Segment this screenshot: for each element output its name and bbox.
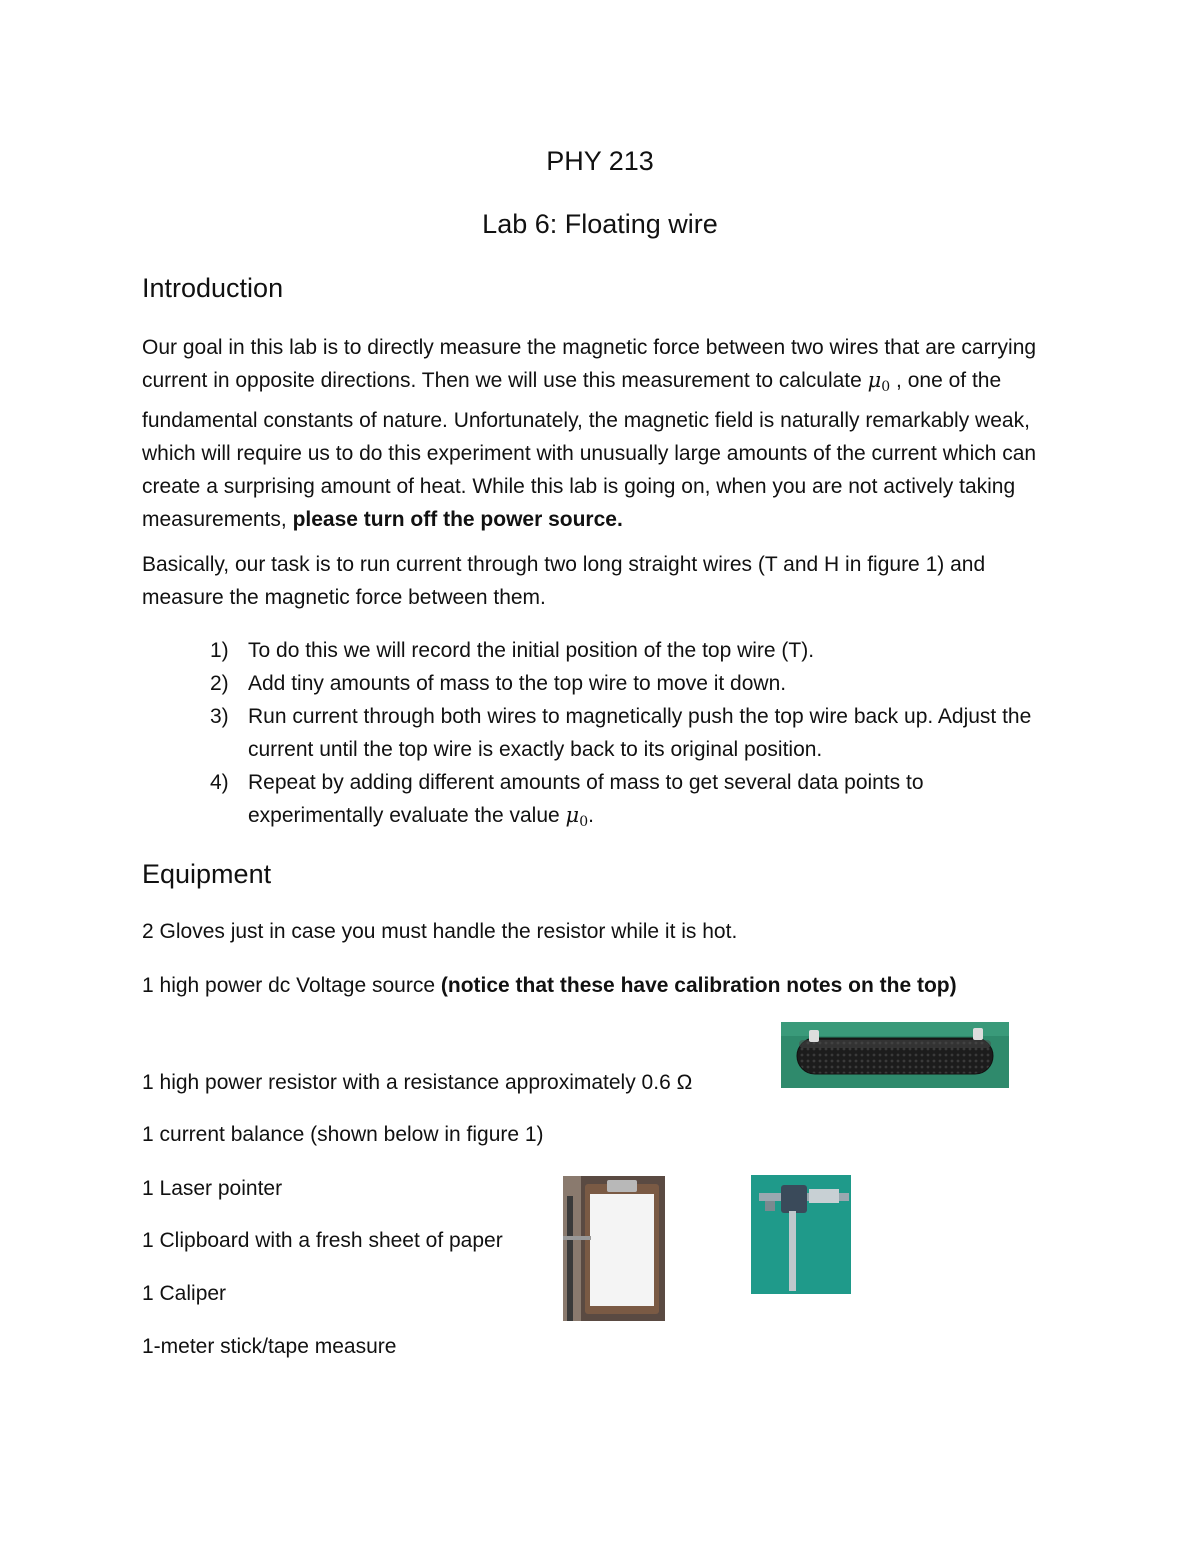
mu-letter: μ [867, 368, 882, 392]
equipment-heading: Equipment [142, 859, 272, 889]
course-title: PHY 213 [546, 146, 654, 176]
equipment-current-balance: 1 current balance (shown below in figure 1) [142, 1123, 544, 1146]
step-number: 4) [210, 771, 229, 794]
introduction-heading: Introduction [142, 273, 284, 303]
caliper-image [751, 1175, 851, 1294]
clipboard-image [563, 1176, 665, 1321]
step-text: Run current through both wires to magnetically push the top wire back up. Adjust the current until the top wire is exactly back to its original position. [248, 705, 1032, 761]
equipment-laser: 1 Laser pointer [142, 1177, 283, 1200]
mu-letter: μ [565, 803, 580, 827]
mu-symbol [867, 368, 891, 395]
intro-p1-text-a: Our goal in this lab is to directly measure the magnetic force between two wires that are carrying current in opposite directions. Then we will use this measurement to calculate [142, 336, 1037, 392]
intro-paragraph-1 [142, 331, 1062, 536]
equipment-meter-stick: 1-meter stick/tape measure [142, 1335, 397, 1358]
equipment-gloves: 2 Gloves just in case you must handle the resistor while it is hot. [142, 920, 738, 943]
step-text [248, 766, 1048, 839]
lab-title: Lab 6: Floating wire [482, 209, 718, 239]
equipment-resistor: 1 high power resistor with a resistance approximately 0.6 Ω [142, 1071, 693, 1094]
step-number: 1) [210, 639, 229, 662]
step-text: Add tiny amounts of mass to the top wire to move it down. [248, 672, 787, 695]
resistor-image [781, 1022, 1009, 1088]
intro-paragraph-2: Basically, our task is to run current through two long straight wires (T and H in figure 1) and measure the magnetic force between them. [142, 553, 986, 609]
step-4-text-b: . [588, 804, 594, 827]
step-4-text-a: Repeat by adding different amounts of mass to get several data points to experimentally evaluate the value [248, 771, 924, 827]
clipboard-photo [563, 1176, 665, 1321]
power-warning: please turn off the power source. [292, 508, 623, 531]
step-number: 2) [210, 672, 229, 695]
mu-subscript: 0 [579, 814, 589, 830]
calibration-note: (notice that these have calibration notes on the top) [440, 974, 957, 997]
resistor-photo [781, 1022, 1009, 1088]
intro-p1-text-b: , one of the fundamental constants of nature. Unfortunately, the magnetic field is naturally remarkably weak, which will require us to do this experiment with unusually large amounts of the current which can create a surprising amount of heat. While this lab is going on, when you are not actively taking measurements, [142, 369, 1037, 531]
step-text: To do this we will record the initial position of the top wire (T). [248, 639, 815, 662]
mu-subscript: 0 [881, 379, 891, 395]
step-number: 3) [210, 705, 229, 728]
equipment-caliper: 1 Caliper [142, 1282, 227, 1305]
equipment-voltage-source [142, 969, 957, 1002]
voltage-text: 1 high power dc Voltage source [142, 974, 441, 997]
caliper-photo [751, 1175, 851, 1294]
mu-symbol [565, 803, 589, 830]
equipment-clipboard: 1 Clipboard with a fresh sheet of paper [142, 1229, 503, 1252]
